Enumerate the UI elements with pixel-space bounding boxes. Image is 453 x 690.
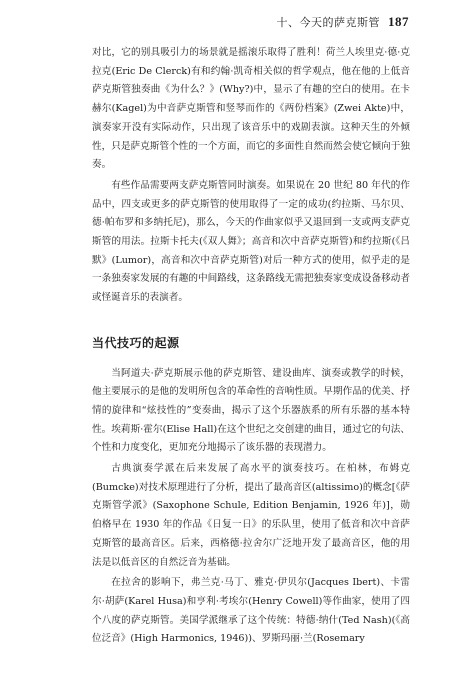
- paragraph: 对比，它的别具吸引力的场景就是摇滚乐取得了胜利！荷兰人埃里克·德·克拉克(Eric De Clerck)有和约翰·凯奇相关似的哲学观点，他在他的上低音萨克斯管独奏曲《为什么？》(Why?)中，显示了有趣的空白的使用。在卡赫尔(Kagel)为中音萨克斯管和竖琴而作的《两份档案》(Zwei Akte)中，演奏家开没有实际动作，只出现了该音乐中的戏剧表演。这种天生的外倾性，只是萨克斯管个性的一个方面，而它的多面性自然而然会使它倾向于独奏。: [92, 47, 410, 171]
- paragraph: 有些作品需要两支萨克斯管同时演奏。如果说在 20 世纪 80 年代的作品中，四支或更多的萨克斯管的使用取得了一定的成功(约拉斯、马尔贝、德·帕布罗和多纳托尼)，那么，今天的作曲家似乎又退回到一支或两支萨克斯管的用法。拉斯卡托夫(《双人舞》；高音和次中音萨克斯管)和约拉斯(《吕默》(Lumor)，高音和次中音萨克斯管)对后一种方式的使用，似乎走的是一条独奏家发展的有趣的中间路线，这条路线无需把独奏家变成设备移动者或怪诞音乐的表演者。: [92, 179, 410, 304]
- paragraph: 古典演奏学派在后来发展了高水平的演奏技巧。在柏林，布姆克(Bumcke)对技术原理进行了分析，提出了最高音区(altissimo)的概念[《萨克斯管学派》(Saxophone Schule, Edition Benjamin, 1926 年)]，勋伯格早在 1930 年的作品《日复一日》的乐队里，使用了低音和次中音萨克斯管的最高音区。后来，西格德·拉舍尔广泛地开发了最高音区，他的用法是以低音区的自然泛音为基础。: [92, 463, 410, 568]
- paragraph: 当阿道夫·萨克斯展示他的萨克斯管、建设曲库、演奏或教学的时候，他主要展示的是他的发明所包含的革命性的音响性质。早期作品的优美、抒情的旋律和“炫技性的”变奏曲，揭示了这个乐器族系的所有乐器的基本特性。埃莉斯·霍尔(Elise Hall)在这个世纪之交创建的曲目，通过它的句法、个性和力度变化，更加充分地揭示了该乐器的表现潜力。: [92, 367, 410, 454]
- section-heading: 当代技巧的起源: [92, 335, 180, 350]
- page-body: [92, 44, 410, 649]
- paragraph: 在拉舍的影响下，弗兰克·马丁、雅克·伊贝尔(Jacques Ibert)、卡雷尔·胡萨(Karel Husa)和亨利·考埃尔(Henry Cowell)等作曲家，使用了四个八度的萨克斯管。美国学派继承了这个传统：特德·纳什(Ted Nash)(《高位泛音》(High Harmonics, 1946))、罗斯玛丽·兰(Rosemary: [92, 577, 410, 645]
- running-title: 十、今天的萨克斯管: [276, 16, 380, 29]
- page-number: 187: [388, 14, 409, 29]
- running-header: [277, 14, 410, 30]
